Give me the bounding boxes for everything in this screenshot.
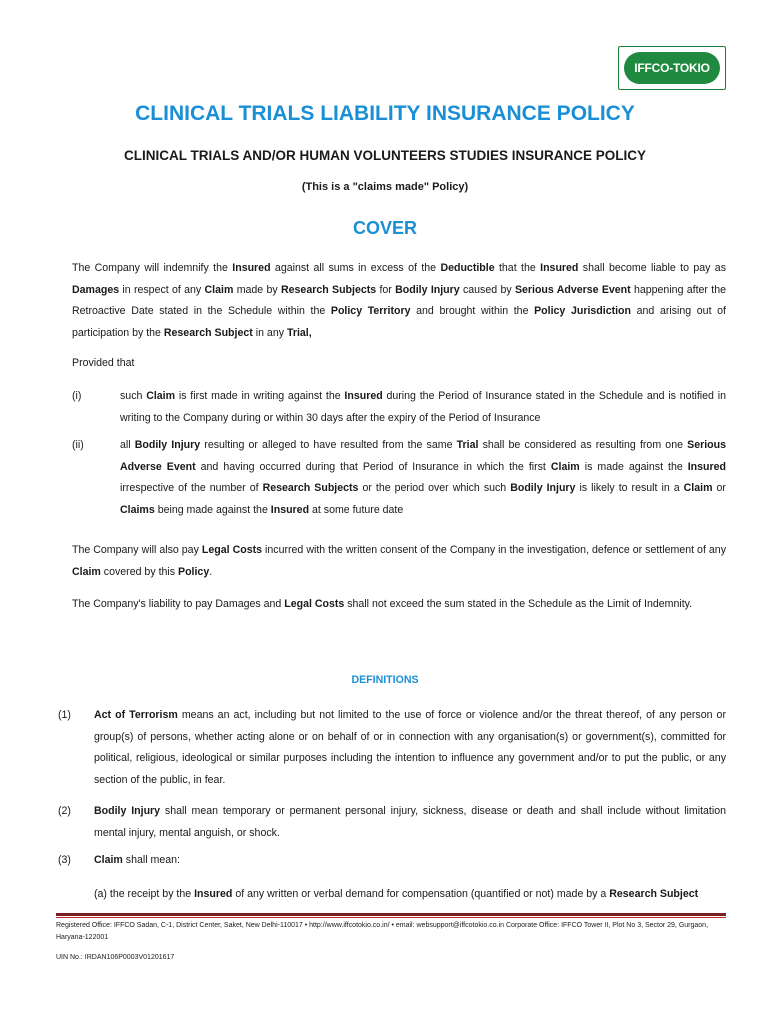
definition-bodily-injury: Bodily Injury shall mean temporary or permanent personal injury, sickness, disease or death and shall include without limitation mental injury, mental anguish, or shock. — [94, 805, 726, 839]
policy-subtitle: CLINICAL TRIALS AND/OR HUMAN VOLUNTEERS STUDIES INSURANCE POLICY — [123, 148, 647, 163]
logo-text: IFFCO-TOKIO — [634, 61, 710, 75]
registered-office-footer: Registered Office: IFFCO Sadan, C-1, District Center, Saket, New Delhi-110017 • http://www.iffcotokio.co.in/ • email: websupport@iffcotokio.co.in Corporate Office: IFFCO Tower II, Plot No 3, Sector 29, Gurgaon, Haryana-122001 — [56, 922, 709, 941]
definition-claim: Claim shall mean: — [94, 854, 180, 866]
cover-heading: COVER — [352, 218, 417, 238]
definitions-heading: DEFINITIONS — [351, 674, 419, 686]
definition-1-number: (1) — [58, 709, 71, 721]
definition-claim-a: (a) the receipt by the Insured of any written or verbal demand for compensation (quantified or not) made by a Research Subject — [94, 888, 699, 900]
condition-ii-number: (ii) — [72, 439, 84, 451]
liability-limit-paragraph: The Company's liability to pay Damages and Legal Costs shall not exceed the sum stated in the Schedule as the Limit of Indemnity. — [72, 598, 693, 610]
definition-3-number: (3) — [58, 854, 71, 866]
logo-badge — [624, 52, 720, 84]
cover-paragraph-1: The Company will indemnify the Insured against all sums in excess of the Deductible that the Insured shall become liable to pay as Damages in respect of any Claim made by Research Subjects for Bodily Injury caused by Serious Adverse Event happening after the Retroactive Date stated in the Schedule within the Policy Territory and brought within the Policy Jurisdiction and arising out of participation by the Research Subject in any Trial, — [72, 262, 726, 339]
legal-costs-paragraph: The Company will also pay Legal Costs incurred with the written consent of the Company in the investigation, defence or settlement of any Claim covered by this Policy. — [72, 544, 726, 578]
uin-number: UIN No.: IRDAN106P0003V01201617 — [56, 954, 175, 961]
definition-act-of-terrorism: Act of Terrorism means an act, including but not limited to the use of force or violence and/or the threat thereof, of any person or group(s) of persons, whether acting alone or on behalf of or in connection with any organisation(s) or government(s), committed for political, religious, ideological or similar purposes including the intention to influence any government and/or to put the public, or any section of the public, in fear. — [94, 709, 726, 786]
footer-divider-thin — [56, 917, 726, 918]
policy-title: CLINICAL TRIALS LIABILITY INSURANCE POLICY — [135, 102, 635, 125]
definition-2-number: (2) — [58, 805, 71, 817]
condition-ii-text: all Bodily Injury resulting or alleged to have resulted from the same Trial shall be considered as resulting from one Serious Adverse Event and having occurred during that Period of Insurance in which the first Claim is made against the Insured irrespective of the number of Research Subjects or the period over which such Bodily Injury is likely to result in a Claim or Claims being made against the Insured at some future date — [120, 439, 726, 516]
provided-that: Provided that — [72, 357, 135, 369]
claims-made-note: (This is a "claims made" Policy) — [301, 181, 469, 193]
iffco-tokio-logo — [618, 46, 726, 90]
condition-i-text: such Claim is first made in writing against the Insured during the Period of Insurance stated in the Schedule and is notified in writing to the Company during or within 30 days after the expiry of the Period of Insurance — [120, 390, 726, 424]
condition-i-number: (i) — [72, 390, 82, 402]
footer-divider — [56, 913, 726, 916]
